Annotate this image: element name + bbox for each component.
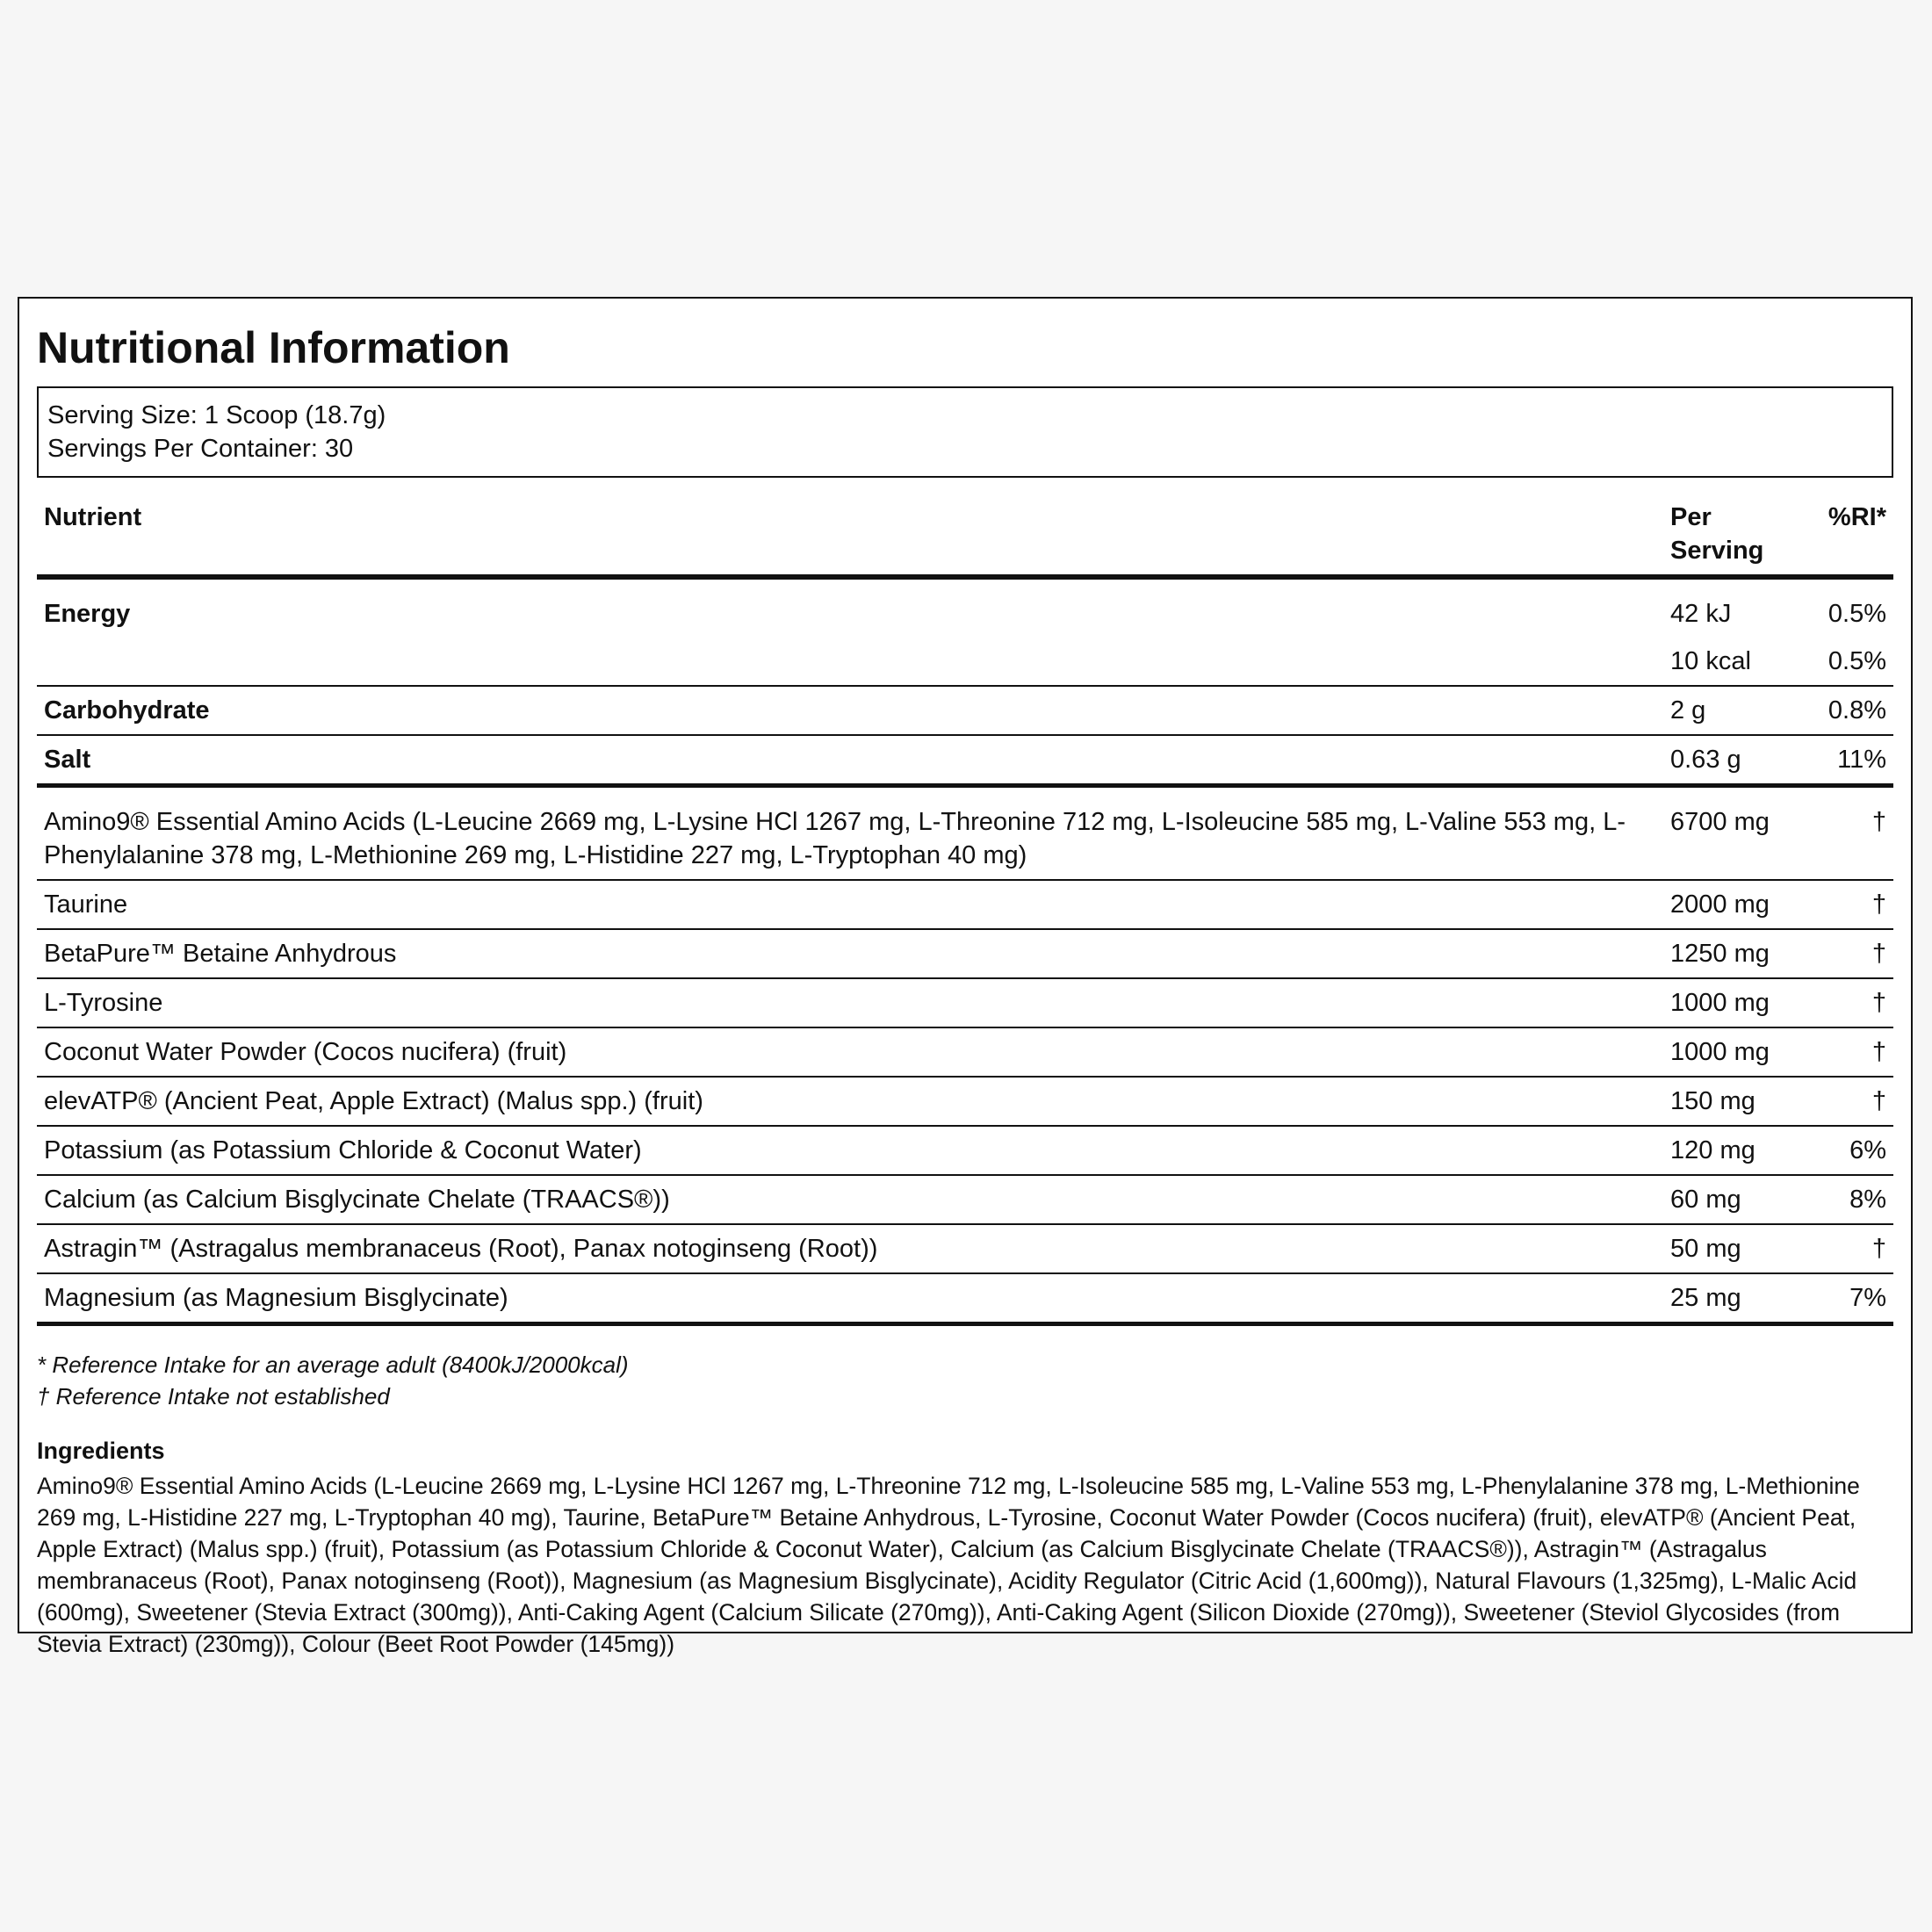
servings-per-container: Servings Per Container: 30	[47, 435, 354, 463]
energy-kj-value: 42 kJ	[1670, 600, 1732, 628]
energy-label: Energy	[44, 600, 131, 628]
nutrition-table	[37, 494, 1893, 1326]
nutrient-name: Astragin™ (Astragalus membranaceus (Root), Panax notoginseng (Root))	[44, 1235, 878, 1263]
table-row	[37, 929, 1893, 978]
nutrient-ri: †	[1871, 1235, 1886, 1263]
nutrient-per-serving: 50 mg	[1670, 1235, 1741, 1263]
energy-kcal-value: 10 kcal	[1670, 647, 1751, 675]
energy-kcal-row	[37, 638, 1893, 686]
nutrient-name: BetaPure™ Betaine Anhydrous	[44, 940, 397, 968]
carbohydrate-ri: 0.8%	[1827, 696, 1886, 724]
header-per-serving: Per Serving	[1670, 503, 1764, 565]
table-row	[37, 978, 1893, 1027]
carbohydrate-label: Carbohydrate	[44, 696, 210, 724]
energy-row	[37, 577, 1893, 638]
carbohydrate-value: 2 g	[1670, 696, 1706, 724]
serving-size: Serving Size: 1 Scoop (18.7g)	[47, 401, 386, 429]
nutrient-name: Amino9® Essential Amino Acids (L-Leucine 2669 mg, L-Lysine HCl 1267 mg, L-Threonine 712 mg, L-Isoleucine 585 mg, L-Valine 553 mg, L-Phenylalanine 378 mg, L-Methionine 269 mg, L-Histidine 227 mg, L-Tryptophan 40 mg)	[44, 808, 1626, 869]
table-row	[37, 786, 1893, 881]
nutrient-ri: †	[1871, 890, 1886, 919]
nutrient-name: Potassium (as Potassium Chloride & Coconut Water)	[44, 1136, 642, 1164]
nutrient-name: Magnesium (as Magnesium Bisglycinate)	[44, 1284, 508, 1312]
nutrient-ri: 7%	[1849, 1284, 1886, 1312]
nutrient-name: L-Tyrosine	[44, 989, 163, 1017]
salt-label: Salt	[44, 746, 91, 774]
nutrient-ri: †	[1871, 989, 1886, 1017]
ingredients-text: Amino9® Essential Amino Acids (L-Leucine 2669 mg, L-Lysine HCl 1267 mg, L-Threonine 712 mg, L-Isoleucine 585 mg, L-Valine 553 mg, L-Phenylalanine 378 mg, L-Methionine 269 mg, L-Histidine 227 mg, L-Tryptophan 40 mg), Taurine, BetaPure™ Betaine Anhydrous, L-Tyrosine, Coconut Water Powder (Cocos nucifera) (fruit), elevATP® (Ancient Peat, Apple Extract) (Malus spp.) (fruit), Potassium (as Potassium Chloride & Coconut Water), Calcium (as Calcium Bisglycinate Chelate (TRAACS®)), Astragin™ (Astragalus membranaceus (Root), Panax notoginseng (Root)), Magnesium (as Magnesium Bisglycinate), Acidity Regulator (Citric Acid (1,600mg)), Natural Flavours (1,325mg), L-Malic Acid (600mg), Sweetener (Stevia Extract (300mg)), Anti-Caking Agent (Calcium Silicate (270mg)), Anti-Caking Agent (Silicon Dioxide (270mg)), Sweetener (Steviol Glycosides (from Stevia Extract) (230mg)), Colour (Beet Root Powder (145mg))	[37, 1473, 1860, 1657]
nutrient-per-serving: 1000 mg	[1670, 1038, 1770, 1066]
footnote-reference: * Reference Intake for an average adult (8400kJ/2000kcal)	[37, 1352, 629, 1378]
nutrient-ri: 8%	[1849, 1186, 1886, 1214]
energy-kj-ri: 0.5%	[1827, 600, 1886, 628]
table-row	[37, 1077, 1893, 1126]
nutrient-name: elevATP® (Ancient Peat, Apple Extract) (Malus spp.) (fruit)	[44, 1087, 703, 1115]
nutrient-ri: †	[1871, 1038, 1886, 1066]
nutrient-per-serving: 150 mg	[1670, 1087, 1755, 1115]
serving-info-box	[37, 386, 1893, 478]
footnote-not-established: † Reference Intake not established	[37, 1383, 390, 1409]
ingredients-heading: Ingredients	[37, 1438, 165, 1464]
nutrient-name: Calcium (as Calcium Bisglycinate Chelate (TRAACS®))	[44, 1186, 670, 1214]
table-row	[37, 880, 1893, 929]
table-row	[37, 1175, 1893, 1224]
nutrient-per-serving: 60 mg	[1670, 1186, 1741, 1214]
salt-ri: 11%	[1837, 746, 1886, 774]
nutrient-ri: †	[1871, 940, 1886, 968]
table-header-row	[37, 494, 1893, 577]
table-row	[37, 1027, 1893, 1077]
nutrient-name: Taurine	[44, 890, 128, 919]
nutrient-per-serving: 6700 mg	[1670, 808, 1770, 836]
nutrition-panel	[18, 297, 1913, 1657]
salt-value: 0.63 g	[1670, 746, 1741, 774]
table-row	[37, 1126, 1893, 1175]
nutrient-ri: 6%	[1849, 1136, 1886, 1164]
nutrient-name: Coconut Water Powder (Cocos nucifera) (fruit)	[44, 1038, 567, 1066]
table-row	[37, 1273, 1893, 1324]
nutrient-per-serving: 120 mg	[1670, 1136, 1755, 1164]
footnotes	[37, 1349, 1893, 1412]
carbohydrate-row	[37, 686, 1893, 735]
nutrient-per-serving: 1250 mg	[1670, 940, 1770, 968]
energy-kcal-spacer	[37, 638, 1663, 686]
energy-kcal-ri: 0.5%	[1827, 647, 1886, 675]
table-row	[37, 1224, 1893, 1273]
nutrient-per-serving: 1000 mg	[1670, 989, 1770, 1017]
nutrient-per-serving: 2000 mg	[1670, 890, 1770, 919]
nutrient-ri: †	[1871, 808, 1886, 836]
nutrient-per-serving: 25 mg	[1670, 1284, 1741, 1312]
panel-title: Nutritional Information	[37, 323, 510, 372]
salt-row	[37, 735, 1893, 786]
header-nutrient: Nutrient	[44, 503, 142, 531]
nutrient-ri: †	[1871, 1087, 1886, 1115]
header-ri: %RI*	[1827, 503, 1886, 531]
